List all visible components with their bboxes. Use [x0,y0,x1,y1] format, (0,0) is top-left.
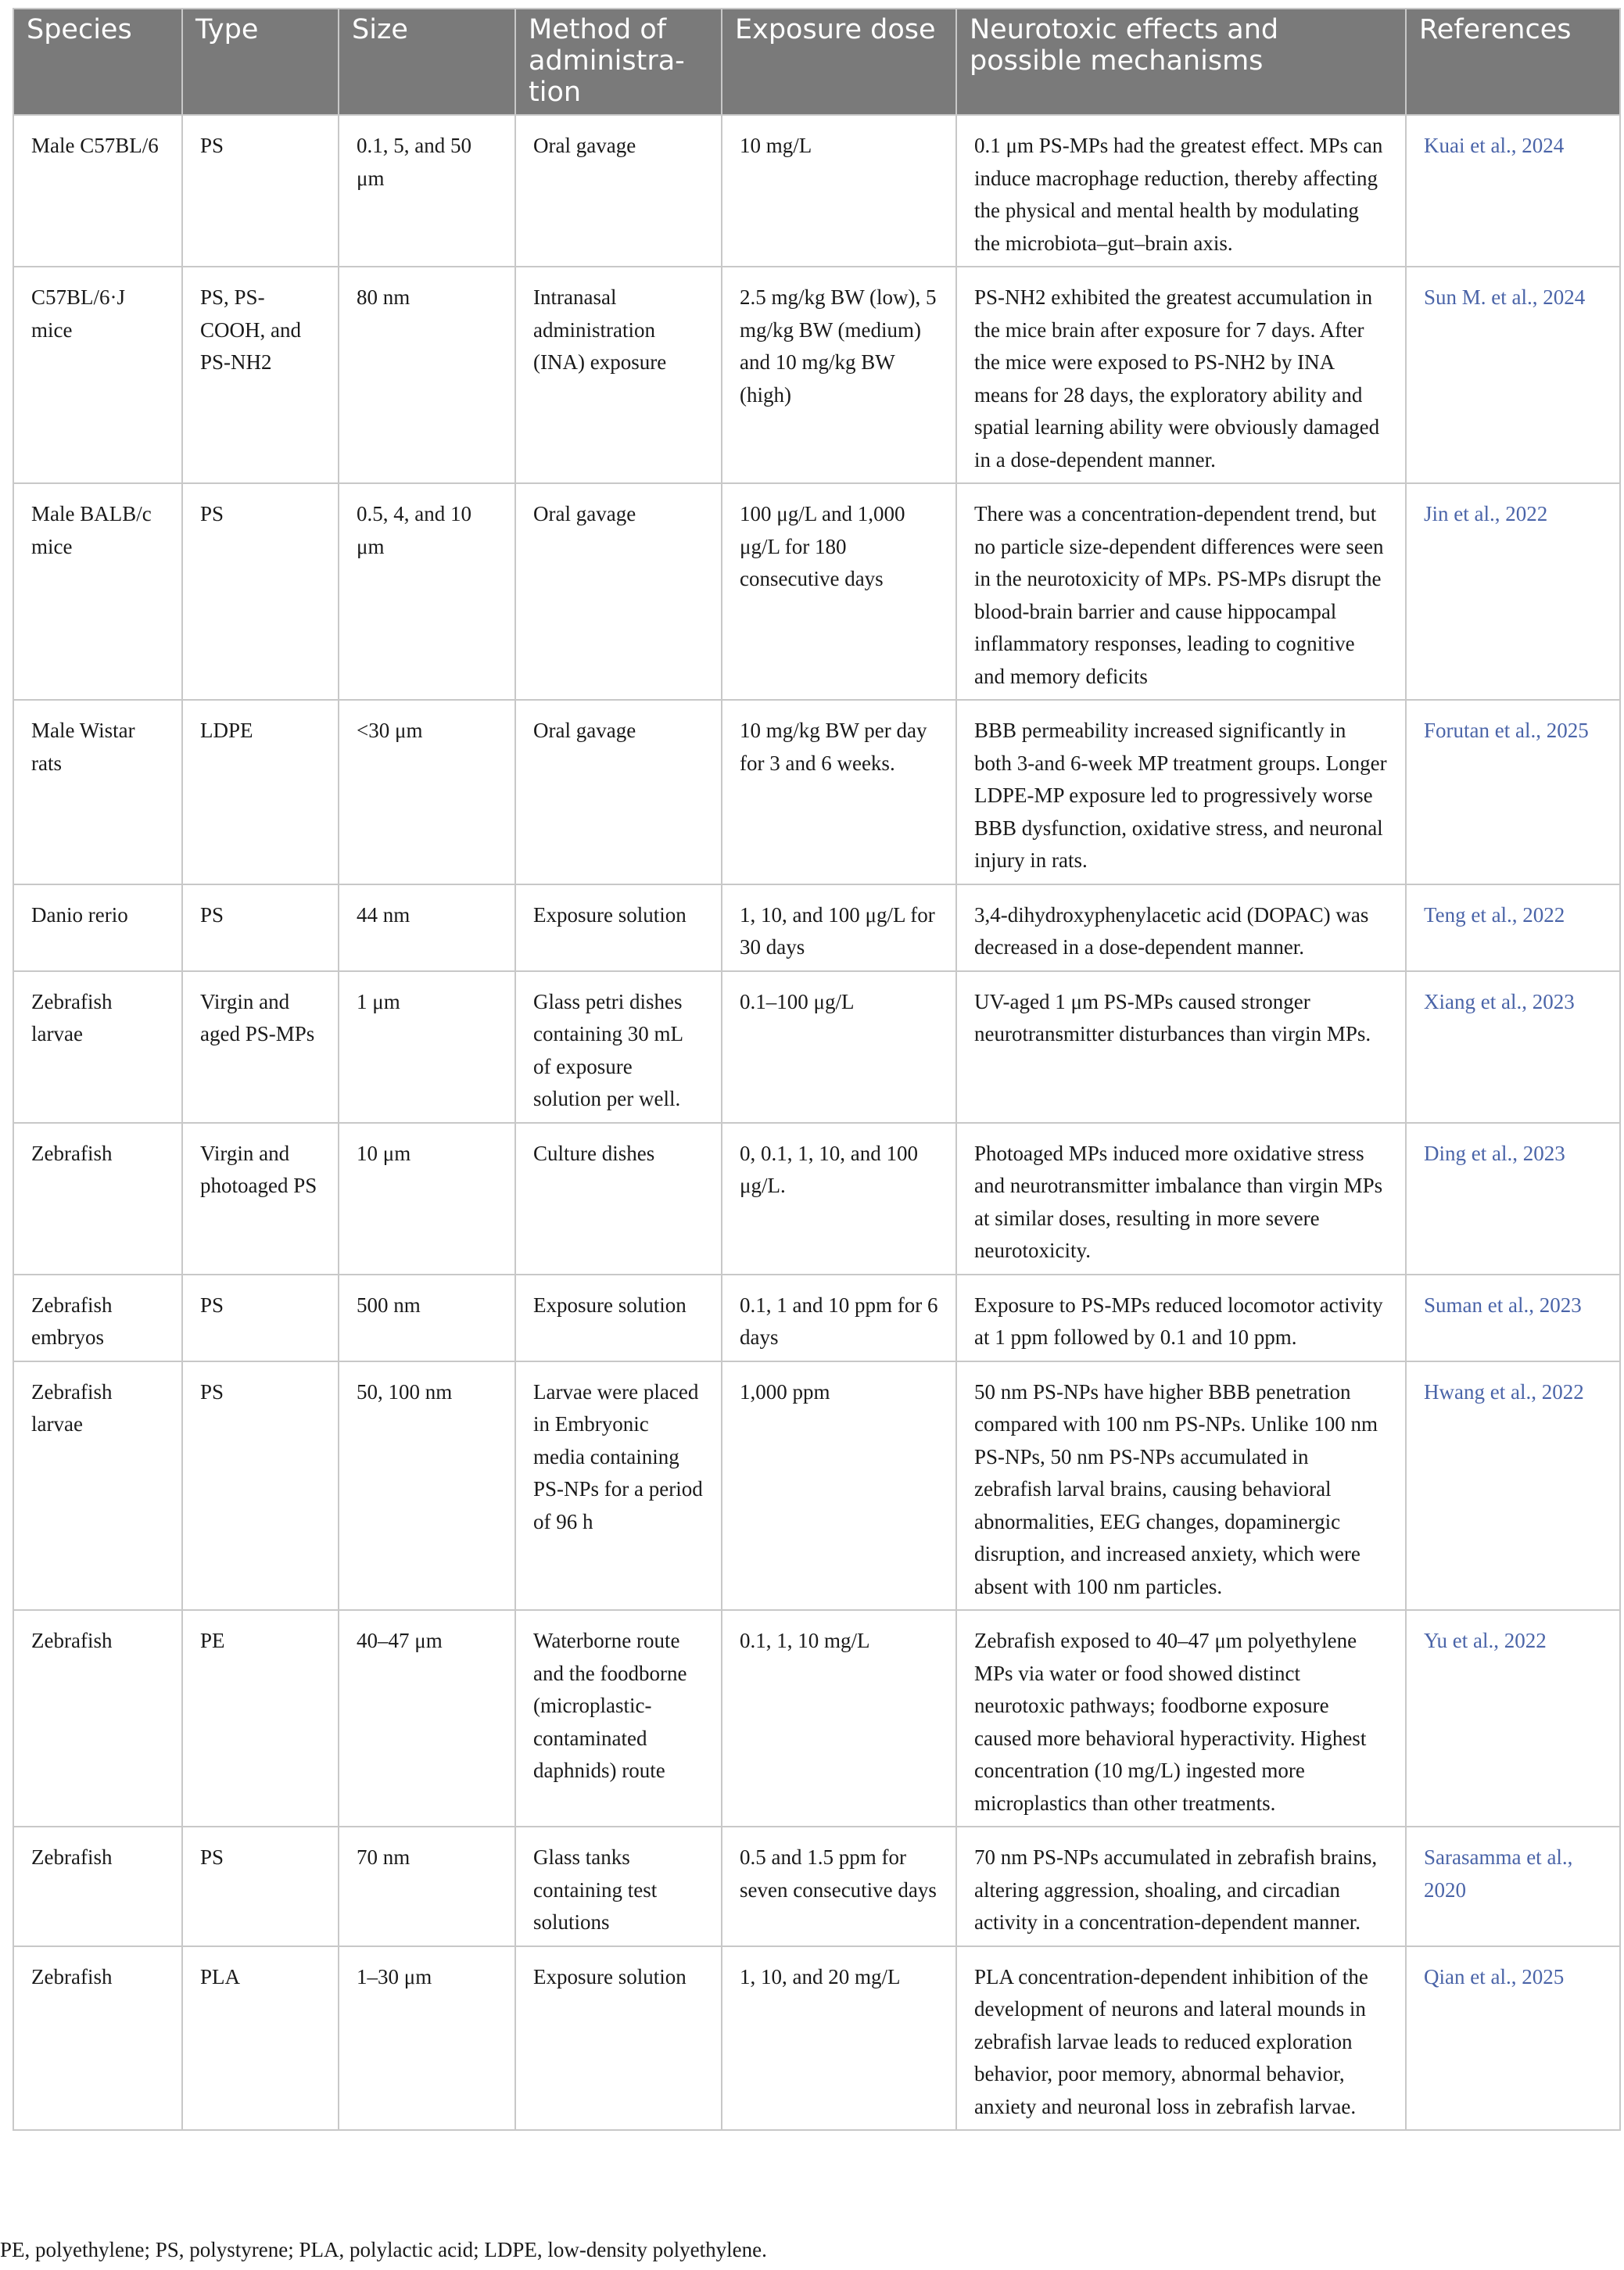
cell-size: 0.5, 4, and 10 μm [339,483,515,700]
reference-link[interactable]: Sun M. et al., 2024 [1406,267,1620,483]
header-effects: Neurotoxic effects and possible mechanisms [956,9,1406,115]
cell-dose: 0, 0.1, 1, 10, and 100 μg/L. [722,1123,956,1275]
reference-link[interactable]: Forutan et al., 2025 [1406,700,1620,884]
table-row [13,483,1620,700]
cell-method: Exposure solution [515,1946,722,2131]
cell-method: Exposure solution [515,1275,722,1361]
table-row [13,700,1620,884]
reference-link[interactable]: Hwang et al., 2022 [1406,1361,1620,1611]
cell-method: Oral gavage [515,700,722,884]
reference-link[interactable]: Sarasamma et al., 2020 [1406,1827,1620,1946]
cell-dose: 0.5 and 1.5 ppm for seven consecutive days [722,1827,956,1946]
reference-link[interactable]: Jin et al., 2022 [1406,483,1620,700]
cell-dose: 0.1, 1 and 10 ppm for 6 days [722,1275,956,1361]
table-row [13,115,1620,267]
cell-dose: 10 mg/L [722,115,956,267]
reference-link[interactable]: Qian et al., 2025 [1406,1946,1620,2131]
cell-species: Zebrafish larvae [13,1361,182,1611]
table-container [13,8,1619,2131]
cell-method: Exposure solution [515,884,722,971]
cell-effects: Exposure to PS-MPs reduced locomotor activity at 1 ppm followed by 0.1 and 10 ppm. [956,1275,1406,1361]
cell-type: PS [182,1361,339,1611]
cell-type: LDPE [182,700,339,884]
cell-species: Male BALB/c mice [13,483,182,700]
table-row [13,1123,1620,1275]
cell-dose: 0.1, 1, 10 mg/L [722,1610,956,1827]
cell-effects: PLA concentration-dependent inhibition of the development of neurons and lateral mounds in zebrafish larvae leads to reduced exploration behavior, poor memory, abnormal behavior, anxiety and neuronal loss in zebrafish larvae. [956,1946,1406,2131]
cell-size: 80 nm [339,267,515,483]
cell-type: PS [182,884,339,971]
reference-link[interactable]: Kuai et al., 2024 [1406,115,1620,267]
cell-species: Danio rerio [13,884,182,971]
cell-type: PS [182,115,339,267]
cell-species: Zebrafish embryos [13,1275,182,1361]
cell-method: Larvae were placed in Embryonic media containing PS-NPs for a period of 96 h [515,1361,722,1611]
cell-dose: 1, 10, and 20 mg/L [722,1946,956,2131]
cell-size: 44 nm [339,884,515,971]
cell-dose: 1,000 ppm [722,1361,956,1611]
data-table [13,8,1621,2131]
cell-size: 50, 100 nm [339,1361,515,1611]
cell-type: PS, PS-COOH, and PS-NH2 [182,267,339,483]
cell-effects: 3,4-dihydroxyphenylacetic acid (DOPAC) was decreased in a dose-dependent manner. [956,884,1406,971]
table-row [13,971,1620,1123]
cell-method: Glass petri dishes containing 30 mL of exposure solution per well. [515,971,722,1123]
header-method: Method of administra-tion [515,9,722,115]
cell-method: Waterborne route and the foodborne (microplastic-contaminated daphnids) route [515,1610,722,1827]
cell-size: 40–47 μm [339,1610,515,1827]
cell-effects: 50 nm PS-NPs have higher BBB penetration compared with 100 nm PS-NPs. Unlike 100 nm PS-NPs, 50 nm PS-NPs accumulated in zebrafish larval brains, causing behavioral abnormalities, EEG changes, dopaminergic disruption, and increased anxiety, which were absent with 100 nm particles. [956,1361,1406,1611]
cell-species: Zebrafish [13,1946,182,2131]
table-row [13,1827,1620,1946]
table-footnote: PE, polyethylene; PS, polystyrene; PLA, polylactic acid; LDPE, low-density polyethylene. [0,2238,767,2261]
table-row [13,1361,1620,1611]
cell-type: PS [182,1827,339,1946]
reference-link[interactable]: Yu et al., 2022 [1406,1610,1620,1827]
reference-link[interactable]: Teng et al., 2022 [1406,884,1620,971]
cell-species: Male Wistar rats [13,700,182,884]
cell-size: 1–30 μm [339,1946,515,2131]
cell-species: C57BL/6·J mice [13,267,182,483]
cell-effects: Zebrafish exposed to 40–47 μm polyethylene MPs via water or food showed distinct neurotoxic pathways; foodborne exposure caused more behavioral hyperactivity. Highest concentration (10 mg/L) ingested more microplastics than other treatments. [956,1610,1406,1827]
cell-type: PS [182,1275,339,1361]
reference-link[interactable]: Ding et al., 2023 [1406,1123,1620,1275]
cell-species: Zebrafish larvae [13,971,182,1123]
header-row [13,9,1620,115]
header-type: Type [182,9,339,115]
cell-dose: 0.1–100 μg/L [722,971,956,1123]
cell-species: Zebrafish [13,1123,182,1275]
table-row [13,1275,1620,1361]
cell-effects: 70 nm PS-NPs accumulated in zebrafish brains, altering aggression, shoaling, and circadian activity in a concentration-dependent manner. [956,1827,1406,1946]
header-dose: Exposure dose [722,9,956,115]
cell-type: PE [182,1610,339,1827]
cell-size: 0.1, 5, and 50 μm [339,115,515,267]
cell-type: PS [182,483,339,700]
cell-size: 1 μm [339,971,515,1123]
table-row [13,267,1620,483]
header-size: Size [339,9,515,115]
cell-size: 10 μm [339,1123,515,1275]
reference-link[interactable]: Suman et al., 2023 [1406,1275,1620,1361]
cell-method: Oral gavage [515,483,722,700]
cell-dose: 1, 10, and 100 μg/L for 30 days [722,884,956,971]
cell-dose: 100 μg/L and 1,000 μg/L for 180 consecutive days [722,483,956,700]
cell-method: Oral gavage [515,115,722,267]
cell-type: Virgin and aged PS-MPs [182,971,339,1123]
cell-effects: 0.1 μm PS-MPs had the greatest effect. MPs can induce macrophage reduction, thereby affecting the physical and mental health by modulating the microbiota–gut–brain axis. [956,115,1406,267]
cell-dose: 10 mg/kg BW per day for 3 and 6 weeks. [722,700,956,884]
cell-type: Virgin and photoaged PS [182,1123,339,1275]
cell-method: Intranasal administration (INA) exposure [515,267,722,483]
cell-effects: BBB permeability increased significantly in both 3-and 6-week MP treatment groups. Longer LDPE-MP exposure led to progressively worse BBB dysfunction, oxidative stress, and neuronal injury in rats. [956,700,1406,884]
cell-effects: There was a concentration-dependent trend, but no particle size-dependent differences were seen in the neurotoxicity of MPs. PS-MPs disrupt the blood-brain barrier and cause hippocampal inflammatory responses, leading to cognitive and memory deficits [956,483,1406,700]
table-row [13,1946,1620,2131]
cell-effects: Photoaged MPs induced more oxidative stress and neurotransmitter imbalance than virgin MPs at similar doses, resulting in more severe neurotoxicity. [956,1123,1406,1275]
cell-species: Zebrafish [13,1610,182,1827]
cell-size: 70 nm [339,1827,515,1946]
table-row [13,884,1620,971]
cell-effects: PS-NH2 exhibited the greatest accumulation in the mice brain after exposure for 7 days. After the mice were exposed to PS-NH2 by INA means for 28 days, the exploratory ability and spatial learning ability were obviously damaged in a dose-dependent manner. [956,267,1406,483]
cell-method: Culture dishes [515,1123,722,1275]
cell-size: <30 μm [339,700,515,884]
header-species: Species [13,9,182,115]
reference-link[interactable]: Xiang et al., 2023 [1406,971,1620,1123]
cell-effects: UV-aged 1 μm PS-MPs caused stronger neurotransmitter disturbances than virgin MPs. [956,971,1406,1123]
cell-species: Male C57BL/6 [13,115,182,267]
cell-size: 500 nm [339,1275,515,1361]
cell-method: Glass tanks containing test solutions [515,1827,722,1946]
header-references: References [1406,9,1620,115]
table-row [13,1610,1620,1827]
cell-type: PLA [182,1946,339,2131]
cell-dose: 2.5 mg/kg BW (low), 5 mg/kg BW (medium) and 10 mg/kg BW (high) [722,267,956,483]
cell-species: Zebrafish [13,1827,182,1946]
